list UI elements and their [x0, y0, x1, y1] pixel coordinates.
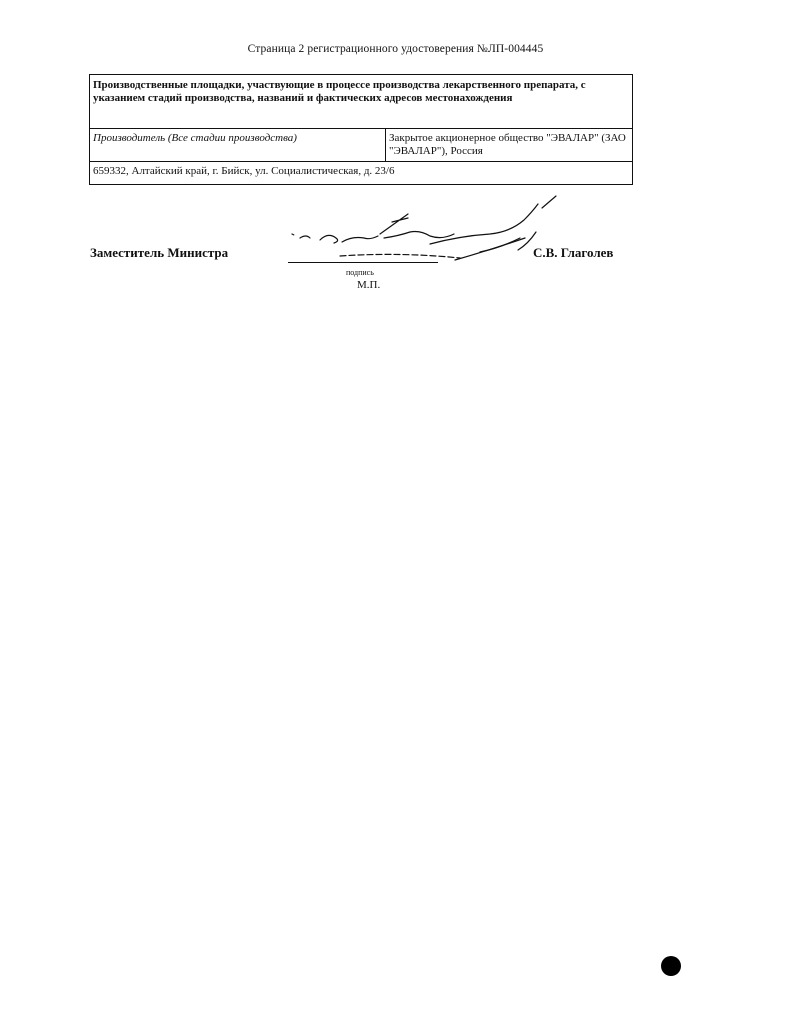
page-header: Страница 2 регистрационного удостоверения №ЛП-004445	[247, 43, 544, 55]
manufacturer-cell: Закрытое акционерное общество "ЭВАЛАР" (ЗАО "ЭВАЛАР"), Россия	[386, 129, 633, 162]
table-heading: Производственные площадки, участвующие в процессе производства лекарственного препарата, с указанием стадий производства, названий и фактических адресов местонахождения	[90, 75, 633, 129]
signatory-position: Заместитель Министра	[90, 245, 229, 260]
signature-line	[288, 262, 438, 263]
signature-block	[0, 0, 791, 320]
stamp-placeholder: М.П.	[357, 279, 381, 291]
signature-caption: подпись	[346, 268, 374, 277]
corner-mark-dot	[661, 956, 681, 976]
handwritten-signature	[280, 190, 580, 280]
signatory-name: С.В. Глаголев	[533, 245, 614, 260]
production-stage-cell: Производитель (Все стадии производства)	[90, 129, 386, 162]
address-cell: 659332, Алтайский край, г. Бийск, ул. Социалистическая, д. 23/6	[90, 162, 633, 185]
